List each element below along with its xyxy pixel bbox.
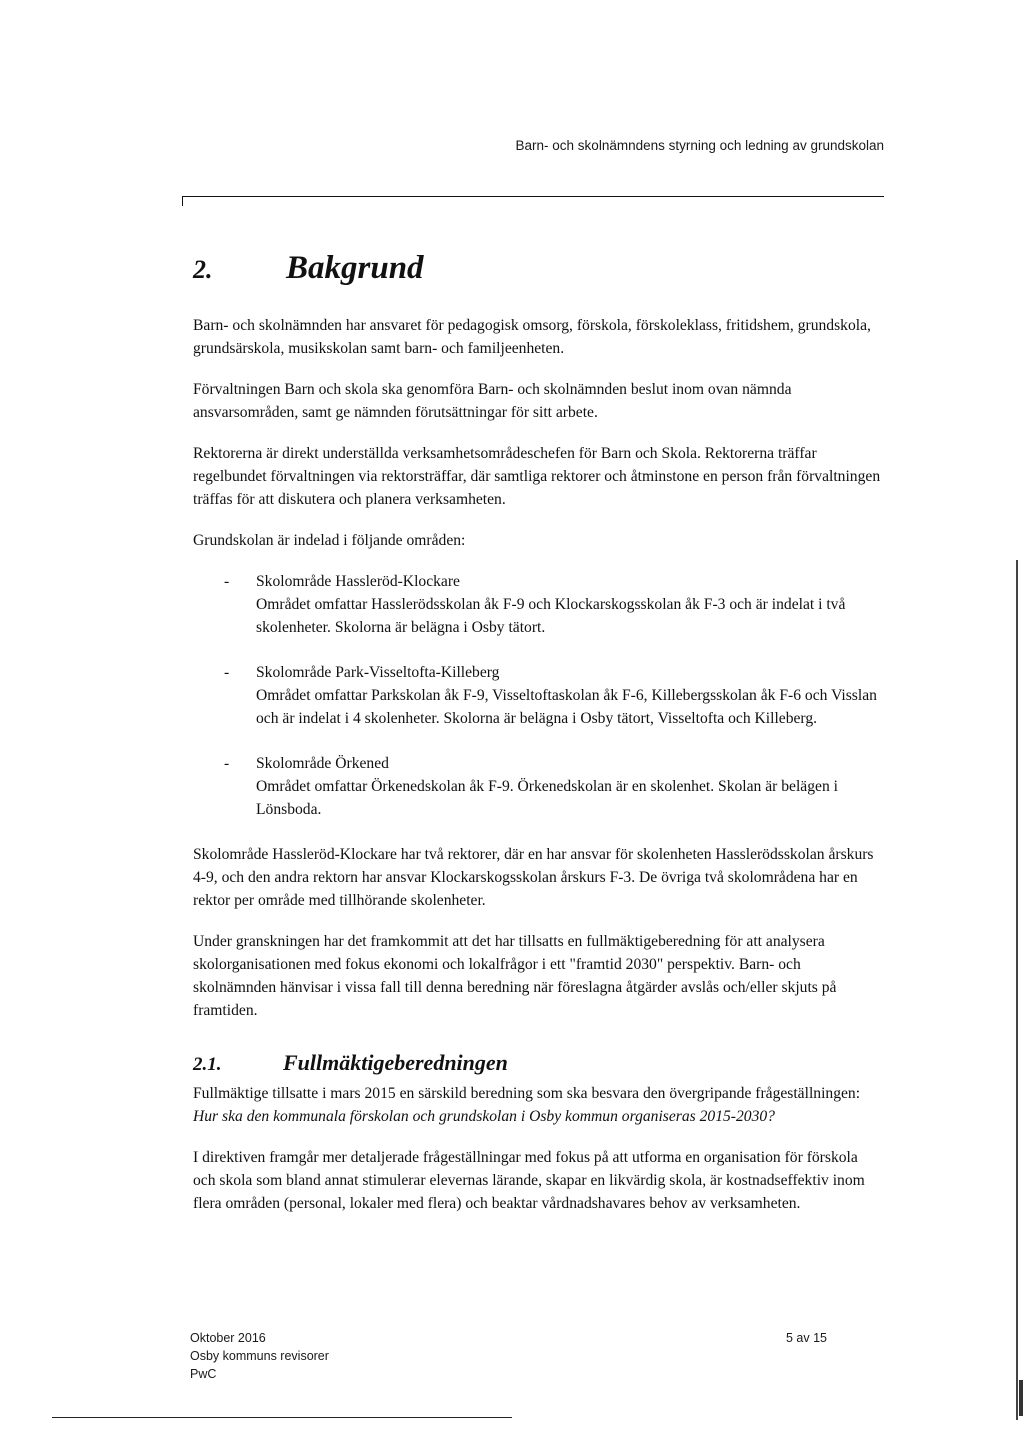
- list-dash: -: [224, 755, 230, 772]
- subsection-title: Fullmäktigeberedningen: [283, 1050, 508, 1075]
- paragraph: [193, 1082, 881, 1128]
- header-rule: [182, 196, 884, 197]
- list-item: [193, 661, 881, 730]
- list-item: [193, 752, 881, 821]
- paragraph: Förvaltningen Barn och skola ska genomföra Barn- och skolnämnden beslut inom ovan nämnda ansvarsområden, samt ge nämnden förutsättningar för sitt arbete.: [193, 381, 792, 421]
- section-number: 2.: [193, 255, 213, 284]
- scan-edge-mark: [1019, 1380, 1023, 1416]
- section-title: Bakgrund: [286, 250, 424, 286]
- area-name: Skolområde Hassleröd-Klockare: [256, 573, 460, 590]
- area-description: Området omfattar Örkenedskolan åk F-9. Örkenedskolan är en skolenhet. Skolan är belägen i Lönsboda.: [256, 778, 838, 818]
- school-area-list: [193, 570, 881, 821]
- paragraph: Barn- och skolnämnden har ansvaret för pedagogisk omsorg, förskola, förskoleklass, fritidshem, grundskola, grundsärskola, musikskolan samt barn- och familjeenheten.: [193, 317, 871, 357]
- paragraph: Skolområde Hassleröd-Klockare har två rektorer, där en har ansvar för skolenheten Hasslerödsskolan årskurs 4-9, och den andra rektorn har ansvar Klockarskogsskolan årskurs F-3. De övriga två skolområdena har en rektor per område med tillhörande skolenheter.: [193, 846, 874, 909]
- paragraph: I direktiven framgår mer detaljerade frågeställningar med fokus på att utforma en organisation för förskola och skola som bland annat stimulerar elevernas lärande, skapar en likvärdig skola, är kostnadseffektiv inom flera områden (personal, lokaler med flera) och beaktar vårdnadshavares behov av verksamheten.: [193, 1149, 865, 1212]
- subsection-heading: [193, 1048, 881, 1080]
- footer-date: Oktober 2016: [190, 1331, 266, 1345]
- list-dash: -: [224, 573, 230, 590]
- area-name: Skolområde Park-Visseltofta-Killeberg: [256, 664, 500, 681]
- scan-edge-mark: [1016, 560, 1018, 1420]
- subsection-number: 2.1.: [193, 1054, 222, 1075]
- area-description: Området omfattar Parkskolan åk F-9, Visseltoftaskolan åk F-6, Killebergsskolan åk F-6 och Visslan och är indelat i 4 skolenheter. Skolorna är belägna i Osby tätort, Visseltofta och Killeberg.: [256, 687, 877, 727]
- page-number: 5 av 15: [786, 1331, 828, 1345]
- paragraph: Grundskolan är indelad i följande områden:: [193, 532, 466, 549]
- section-heading: [193, 248, 881, 290]
- area-name: Skolområde Örkened: [256, 755, 389, 772]
- paragraph: Under granskningen har det framkommit att det har tillsatts en fullmäktigeberedning för att analysera skolorganisationen med fokus ekonomi och lokalfrågor i ett "framtid 2030" perspektiv. Barn- och skolnämnden hänvisar i vissa fall till denna beredning när föreslagna åtgärder avslås och/eller skjuts på framtiden.: [193, 933, 837, 1019]
- paragraph-lead: Fullmäktige tillsatte i mars 2015 en särskild beredning som ska besvara den övergripande frågeställningen:: [193, 1085, 861, 1102]
- running-header: Barn- och skolnämndens styrning och ledning av grundskolan: [515, 138, 884, 153]
- list-dash: -: [224, 664, 230, 681]
- header-rule-tick: [182, 196, 183, 206]
- footer: [190, 1329, 329, 1383]
- footer-org: Osby kommuns revisorer: [190, 1349, 329, 1363]
- footer-firm: PwC: [190, 1367, 217, 1381]
- area-description: Området omfattar Hasslerödsskolan åk F-9 och Klockarskogsskolan åk F-3 och är indelat i två skolenheter. Skolorna är belägna i Osby tätort.: [256, 596, 846, 636]
- document-body: [193, 248, 881, 1233]
- guiding-question: Hur ska den kommunala förskolan och grundskolan i Osby kommun organiseras 2015-2030?: [193, 1108, 775, 1125]
- paragraph: Rektorerna är direkt underställda verksamhetsområdeschefen för Barn och Skola. Rektorerna träffar regelbundet förvaltningen via rektorsträffar, där samtliga rektorer och åtminstone en person från förvaltningen träffas för att diskutera och planera verksamheten.: [193, 445, 881, 508]
- footer-rule: [52, 1417, 512, 1418]
- list-item: [193, 570, 881, 639]
